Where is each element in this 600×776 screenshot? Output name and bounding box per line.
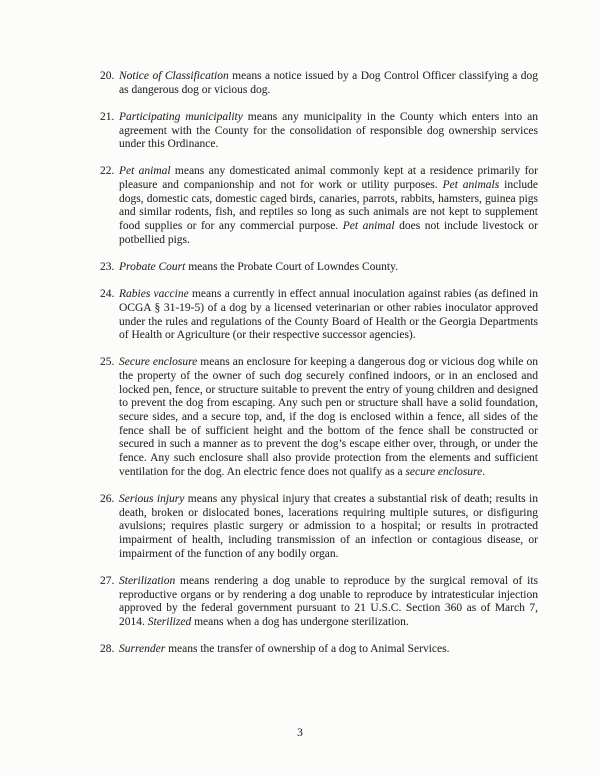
defined-term: Rabies vaccine (119, 288, 189, 301)
item-text (119, 575, 538, 628)
definition-text: . (482, 465, 486, 478)
definition-item (100, 261, 538, 275)
item-number: 23. (100, 261, 115, 273)
definition-text: include dogs, domestic cats, domestic caged birds, canaries, parrots, rabbits, hamsters, guinea pigs and similar rodents, fish, and reptiles so long as such animals are not kept to supplement food supplies or for any commercial purpose. (119, 179, 539, 233)
defined-term: Serious injury (119, 492, 185, 505)
definition-text: means any physical injury that creates a substantial risk of death; results in death, broken or dislocated bones, lacerations requiring multiple sutures, or disfiguring avulsions; requires plastic surgery or admission to a hospital; or results in protracted impairment of health, including transmission of an infection or contagious disease, or impairment of the function of any bodily organ. (119, 492, 538, 560)
definition-item (100, 356, 538, 479)
item-number: 24. (100, 288, 115, 301)
defined-term: Probate Court (119, 261, 186, 273)
item-number: 25. (100, 356, 115, 369)
definition-text: means any domesticated animal commonly kept at a residence primarily for pleasure and companionship and not for work or utility purposes. (119, 165, 538, 192)
definition-text: means a notice issued by a Dog Control Officer classifying a dog as dangerous dog or vicious dog. (119, 70, 538, 96)
page-number: 3 (297, 727, 303, 739)
item-text (119, 288, 538, 341)
definition-text: does not include livestock or potbellied pigs. (119, 220, 538, 246)
definition-text: means an enclosure for keeping a dangerous dog or vicious dog while on the property of the owner of such dog securely confined indoors, or in an enclosed and locked pen, fence, or structure suitable to prevent the entry of young children and designed to prevent the dog from escaping. Any such pen or structure shall have a solid foundation, secure sides, and a secure top, and, if the dog is enclosed within a fence, all sides of the fence shall be of sufficient height and the bottom of the fence shall be constructed or secured in such a manner as to prevent the dog’s escape either over, through, or under the fence. Any such enclosure shall also provide protection from the elements and sufficient ventilation for the dog. An electric fence does not qualify as a (119, 356, 538, 478)
defined-term: Pet animal (342, 220, 395, 233)
item-number: 26. (100, 492, 115, 505)
item-number: 22. (100, 165, 115, 178)
defined-term: Sterilization (119, 574, 176, 587)
defined-term: Secure enclosure (119, 356, 198, 369)
item-number: 20. (100, 70, 115, 82)
definition-item (100, 493, 538, 561)
definition-item (100, 111, 538, 152)
item-text (119, 493, 538, 560)
item-text (119, 643, 449, 655)
item-number: 21. (100, 110, 115, 123)
definition-item (100, 575, 538, 630)
definition-text: means when a dog has undergone sterilization. (191, 615, 409, 628)
definition-item (100, 643, 538, 657)
item-text (119, 356, 538, 477)
item-number: 28. (100, 643, 115, 656)
definition-text: means any municipality in the County which enters into an agreement with the County for the consolidation of responsible dog ownership services under this Ordinance. (119, 110, 538, 151)
definition-text: means rendering a dog unable to reproduce by the surgical removal of its reproductive organs or by rendering a dog unable to reproduce by intratesticular injection approved by the federal government pursuant to 21 U.S.C. Section 360 as of March 7, 2014. (119, 574, 538, 628)
defined-term: Notice of Classification (119, 70, 229, 82)
defined-term: secure enclosure (405, 465, 483, 478)
definitions-list (100, 70, 538, 657)
definition-text: means the transfer of ownership of a dog to Animal Services. (165, 643, 450, 656)
item-text (119, 70, 538, 96)
definition-text: means a currently in effect annual inoculation against rabies (as defined in OCGA § 31-19-5) of a dog by a licensed veterinarian or other rabies inoculator approved under the rules and regulations of the County Board of Health or the Georgia Departments of Health or Agriculture (or their respective successor agencies). (119, 288, 538, 342)
definition-item (100, 288, 538, 343)
definition-text: means the Probate Court of Lowndes County. (185, 261, 398, 273)
item-text (119, 165, 538, 245)
defined-term: Surrender (119, 643, 166, 656)
item-text (119, 111, 538, 150)
definition-item (100, 165, 538, 247)
defined-term: Sterilized (147, 615, 192, 628)
item-number: 27. (100, 574, 115, 587)
defined-term: Participating municipality (119, 110, 243, 123)
defined-term: Pet animals (442, 179, 500, 192)
definition-item (100, 70, 538, 97)
defined-term: Pet animal (119, 165, 171, 178)
item-text (119, 261, 398, 273)
